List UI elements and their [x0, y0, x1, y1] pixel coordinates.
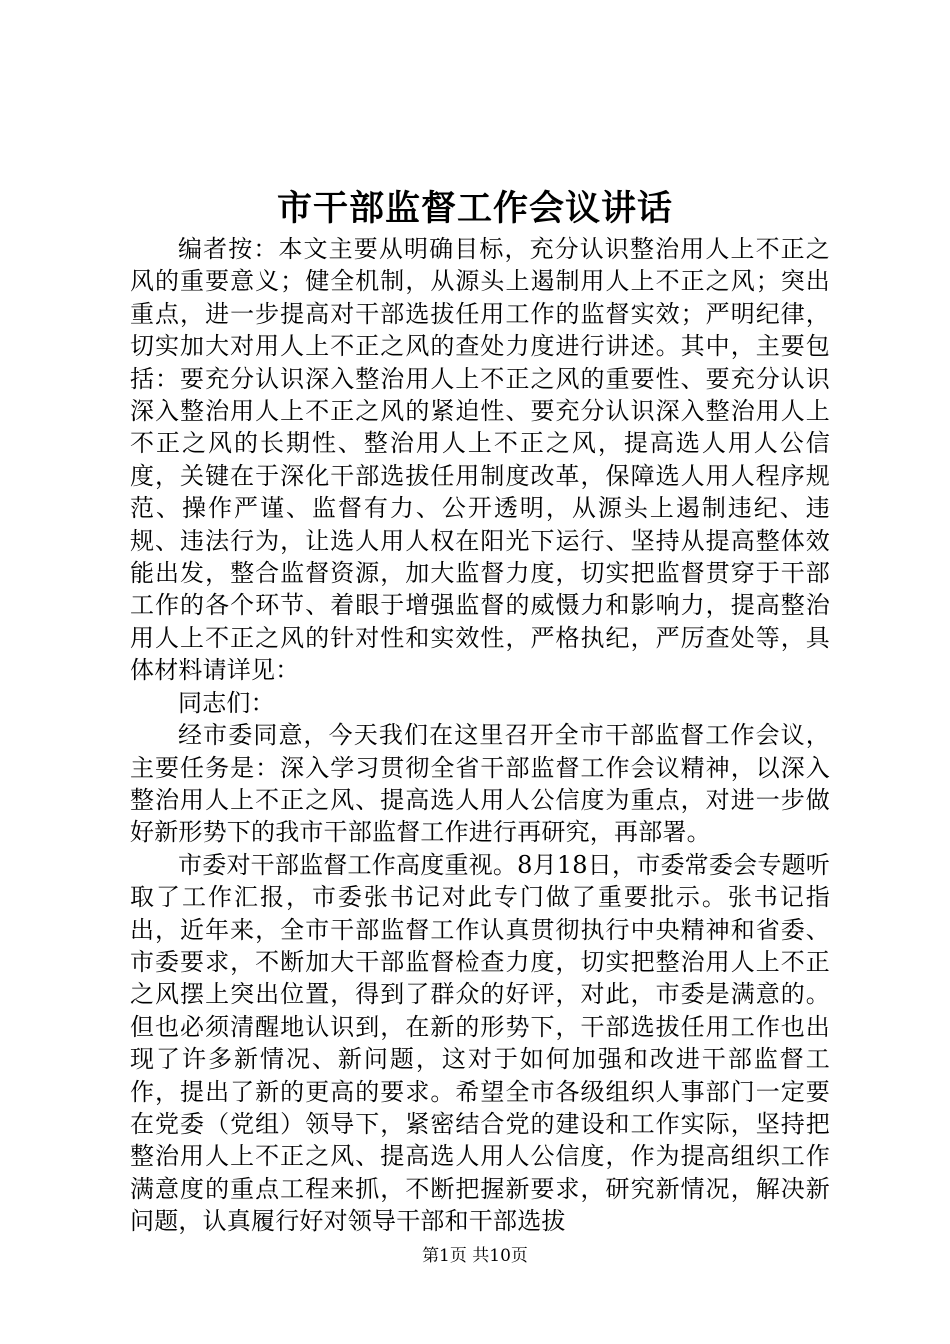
editor-note-paragraph: 编者按：本文主要从明确目标，充分认识整治用人上不正之风的重要意义；健全机制，从源头上遏制用人上不正之风；突出重点，进一步提高对干部选拔任用工作的监督实效；严明纪律，切实加大对用人上不正之风的查处力度进行讲述。其中，主要包括：要充分认识深入整治用人上不正之风的重要性、要充分认识深入整治用人上不正之风的紧迫性、要充分认识深入整治用人上不正之风的长期性、整治用人上不正之风，提高选人用人公信度，关键在于深化干部选拔任用制度改革，保障选人用人程序规范、操作严谨、监督有力、公开透明，从源头上遏制违纪、违规、违法行为，让选人用人权在阳光下运行、坚持从提高整体效能出发，整合监督资源，加大监督力度，切实把监督贯穿于干部工作的各个环节、着眼于增强监督的威慑力和影响力，提高整治用人上不正之风的针对性和实效性，严格执纪，严厉查处等，具体材料请详见：	[130, 235, 830, 685]
salutation-paragraph: 同志们：	[178, 688, 275, 717]
page-number: 第1页 共10页	[422, 1246, 528, 1266]
body-paragraph: 经市委同意，今天我们在这里召开全市干部监督工作会议，主要任务是：深入学习贯彻全省干部监督工作会议精神，以深入整治用人上不正之风、提高选人用人公信度为重点，对进一步做好新形势下的我市干部监督工作进行再研究，再部署。	[130, 721, 830, 847]
body-paragraph: 市委对干部监督工作高度重视。8月18日，市委常委会专题听取了工作汇报，市委张书记对此专门做了重要批示。张书记指出，近年来，全市干部监督工作认真贯彻执行中央精神和省委、市委要求，不断加大干部监督检查力度，切实把整治用人上不正之风摆上突出位置，得到了群众的好评，对此，市委是满意的。但也必须清醒地认识到，在新的形势下，干部选拔任用工作也出现了许多新情况、新问题，这对于如何加强和改进干部监督工作，提出了新的更高的要求。希望全市各级组织人事部门一定要在党委（党组）领导下，紧密结合党的建设和工作实际，坚持把整治用人上不正之风、提高选人用人公信度，作为提高组织工作满意度的重点工程来抓，不断把握新要求，研究新情况，解决新问题，认真履行好对领导干部和干部选拔	[130, 850, 830, 1236]
document-body	[130, 233, 830, 1238]
page-title: 市干部监督工作会议讲话	[276, 188, 673, 229]
